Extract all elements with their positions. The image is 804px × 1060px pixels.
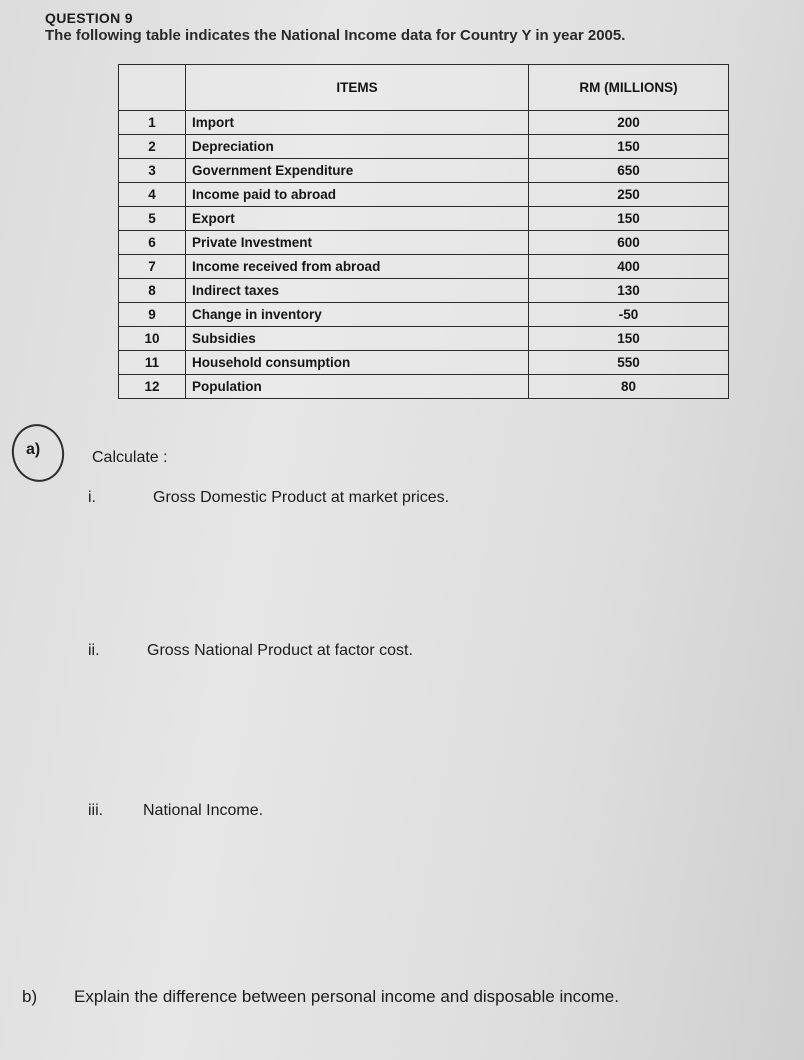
table-row [119, 279, 729, 303]
row-value: 150 [529, 207, 729, 231]
row-number: 8 [119, 279, 186, 303]
part-a-i-label: i. [88, 489, 96, 506]
question-number: QUESTION 9 [45, 10, 133, 26]
row-value: 600 [529, 231, 729, 255]
row-value: -50 [529, 303, 729, 327]
part-a-iii-text: National Income. [143, 802, 264, 819]
row-number: 3 [119, 159, 186, 183]
table-row [119, 327, 729, 351]
table-row [119, 231, 729, 255]
row-value: 150 [529, 135, 729, 159]
row-item: Household consumption [186, 351, 529, 375]
table-header-row [119, 65, 729, 111]
row-value: 550 [529, 351, 729, 375]
part-b-text: Explain the difference between personal income and disposable income. [74, 987, 619, 1006]
row-item: Population [186, 375, 529, 399]
row-number: 12 [119, 375, 186, 399]
part-a-title: Calculate : [92, 449, 168, 466]
table-row [119, 375, 729, 399]
table-row [119, 303, 729, 327]
row-value: 80 [529, 375, 729, 399]
row-number: 2 [119, 135, 186, 159]
part-a-iii-label: iii. [88, 802, 104, 819]
question-intro: The following table indicates the National Income data for Country Y in year 2005. [45, 27, 626, 44]
table-row [119, 351, 729, 375]
row-number: 6 [119, 231, 186, 255]
row-number: 1 [119, 111, 186, 135]
row-number: 10 [119, 327, 186, 351]
row-value: 400 [529, 255, 729, 279]
row-item: Subsidies [186, 327, 529, 351]
table-row [119, 111, 729, 135]
row-item: Export [186, 207, 529, 231]
row-item: Government Expenditure [186, 159, 529, 183]
table-row [119, 183, 729, 207]
row-value: 200 [529, 111, 729, 135]
part-a-label: a) [26, 441, 41, 458]
row-item: Private Investment [186, 231, 529, 255]
row-number: 9 [119, 303, 186, 327]
row-value: 130 [529, 279, 729, 303]
table-row [119, 255, 729, 279]
table-row [119, 159, 729, 183]
row-item: Change in inventory [186, 303, 529, 327]
row-number: 4 [119, 183, 186, 207]
row-value: 650 [529, 159, 729, 183]
row-item: Income paid to abroad [186, 183, 529, 207]
part-b-label: b) [22, 987, 38, 1006]
row-item: Indirect taxes [186, 279, 529, 303]
row-item: Import [186, 111, 529, 135]
part-a-ii-text: Gross National Product at factor cost. [147, 642, 413, 659]
table-row [119, 135, 729, 159]
row-number: 11 [119, 351, 186, 375]
header-items: ITEMS [186, 65, 529, 111]
row-number: 7 [119, 255, 186, 279]
row-item: Depreciation [186, 135, 529, 159]
row-number: 5 [119, 207, 186, 231]
table-row [119, 207, 729, 231]
national-income-table [118, 64, 729, 399]
part-a-i-text: Gross Domestic Product at market prices. [153, 489, 450, 506]
row-item: Income received from abroad [186, 255, 529, 279]
table-header [119, 65, 729, 111]
table-body [119, 111, 729, 399]
row-value: 150 [529, 327, 729, 351]
header-number-cell [119, 65, 186, 111]
header-value: RM (MILLIONS) [529, 65, 729, 111]
part-a-ii-label: ii. [88, 642, 100, 659]
row-value: 250 [529, 183, 729, 207]
